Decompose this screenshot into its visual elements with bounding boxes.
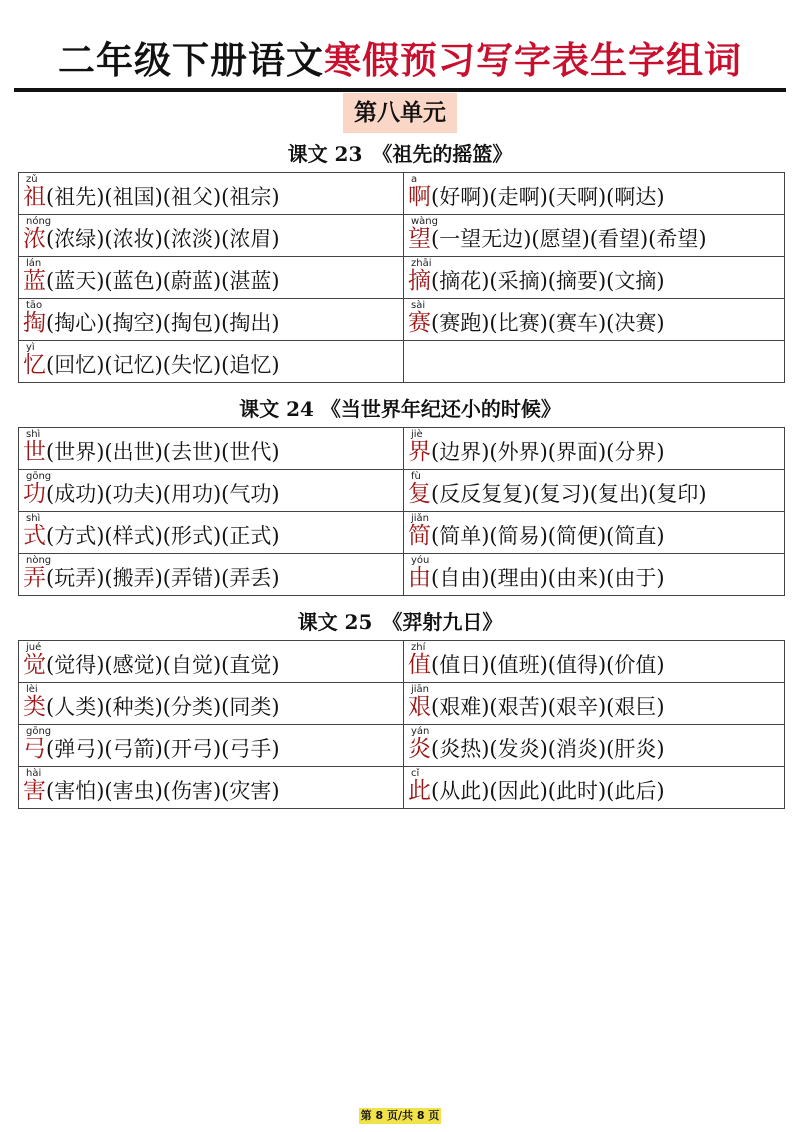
character: 复 (408, 481, 431, 507)
table-row (19, 512, 785, 554)
character: 由 (408, 565, 431, 591)
character: 类 (23, 694, 46, 720)
lesson-heading: 课文 25 《羿射九日》 (297, 610, 503, 634)
word-list: (方式)(样式)(形式)(正式) (46, 524, 280, 548)
pinyin: zhí (411, 642, 426, 653)
table-row (19, 173, 785, 215)
word-cell (19, 341, 404, 383)
word-cell (19, 641, 404, 683)
word-cell (404, 428, 785, 470)
pinyin: lán (26, 258, 42, 269)
table-row (19, 767, 785, 809)
character: 式 (23, 523, 46, 549)
character: 啊 (408, 184, 431, 210)
word-cell (19, 725, 404, 767)
word-list: (人类)(种类)(分类)(同类) (46, 695, 280, 719)
pinyin: cǐ (411, 768, 420, 779)
word-list: (玩弄)(搬弄)(弄错)(弄丢) (46, 566, 280, 590)
word-cell (404, 173, 785, 215)
character: 觉 (23, 652, 46, 678)
pinyin: jué (26, 642, 42, 653)
word-cell (19, 215, 404, 257)
table-row (19, 470, 785, 512)
pinyin: sài (411, 300, 426, 311)
table-row (19, 428, 785, 470)
word-list: (觉得)(感觉)(自觉)(直觉) (46, 653, 280, 677)
word-list: (害怕)(害虫)(伤害)(灾害) (46, 779, 280, 803)
pinyin: jiǎn (411, 513, 430, 524)
word-cell (404, 683, 785, 725)
word-table (18, 640, 785, 809)
word-list: (浓绿)(浓妆)(浓淡)(浓眉) (46, 227, 280, 251)
word-cell (404, 554, 785, 596)
table-row (19, 725, 785, 767)
empty-cell (404, 341, 785, 383)
table-row (19, 299, 785, 341)
table-row (19, 641, 785, 683)
character: 值 (408, 652, 431, 678)
pinyin: yóu (411, 555, 430, 566)
word-cell (404, 641, 785, 683)
character: 弓 (23, 736, 46, 762)
character: 功 (23, 481, 46, 507)
word-cell (404, 257, 785, 299)
pinyin: fù (411, 471, 421, 482)
character: 世 (23, 439, 46, 465)
word-list: (弹弓)(弓箭)(开弓)(弓手) (46, 737, 280, 761)
character: 忆 (23, 352, 46, 378)
pinyin: shì (26, 513, 41, 524)
word-table (18, 427, 785, 596)
word-list: (值日)(值班)(值得)(价值) (431, 653, 665, 677)
word-list: (成功)(功夫)(用功)(气功) (46, 482, 280, 506)
character: 害 (23, 778, 46, 804)
word-cell (404, 470, 785, 512)
lesson-heading: 课文 23 《祖先的摇篮》 (287, 142, 513, 166)
page-title-part1: 二年级下册语文 (58, 39, 324, 82)
word-cell (404, 215, 785, 257)
word-cell (19, 554, 404, 596)
word-cell (404, 299, 785, 341)
word-cell (404, 512, 785, 554)
character: 界 (408, 439, 431, 465)
table-row (19, 683, 785, 725)
pinyin: wàng (411, 216, 438, 227)
word-list: (回忆)(记忆)(失忆)(追忆) (46, 353, 280, 377)
pinyin: shì (26, 429, 41, 440)
pinyin: gōng (26, 726, 52, 737)
character: 望 (408, 226, 431, 252)
character: 艰 (408, 694, 431, 720)
character: 蓝 (23, 268, 46, 294)
pinyin: zǔ (26, 174, 38, 185)
table-row (19, 257, 785, 299)
page-title (0, 36, 800, 86)
word-cell (19, 767, 404, 809)
pinyin: a (411, 174, 418, 185)
word-list: (一望无边)(愿望)(看望)(希望) (431, 227, 707, 251)
pinyin: nòng (26, 555, 52, 566)
table-row (19, 341, 785, 383)
word-list: (自由)(理由)(由来)(由于) (431, 566, 665, 590)
word-cell (404, 767, 785, 809)
table-row (19, 215, 785, 257)
pinyin: lèi (26, 684, 38, 695)
word-cell (19, 470, 404, 512)
word-list: (好啊)(走啊)(天啊)(啊达) (431, 185, 665, 209)
word-cell (19, 428, 404, 470)
pinyin: gōng (26, 471, 52, 482)
word-list: (摘花)(采摘)(摘要)(文摘) (431, 269, 665, 293)
character: 祖 (23, 184, 46, 210)
character: 简 (408, 523, 431, 549)
word-cell (404, 725, 785, 767)
pinyin: zhāi (411, 258, 432, 269)
pinyin: nóng (26, 216, 52, 227)
pinyin: jiān (411, 684, 430, 695)
word-cell (19, 512, 404, 554)
word-cell (19, 257, 404, 299)
table-row (19, 554, 785, 596)
word-list: (蓝天)(蓝色)(蔚蓝)(湛蓝) (46, 269, 280, 293)
pinyin: tāo (26, 300, 43, 311)
character: 掏 (23, 310, 46, 336)
pinyin: hài (26, 768, 42, 779)
lesson-heading: 课文 24 《当世界年纪还小的时候》 (239, 397, 561, 421)
pinyin: yán (411, 726, 430, 737)
character: 弄 (23, 565, 46, 591)
word-cell (19, 683, 404, 725)
word-cell (19, 173, 404, 215)
word-list: (简单)(简易)(简便)(简直) (431, 524, 665, 548)
title-underline (14, 88, 786, 92)
word-list: (反反复复)(复习)(复出)(复印) (431, 482, 707, 506)
page-number: 第 8 页/共 8 页 (360, 1109, 440, 1122)
character: 赛 (408, 310, 431, 336)
page-title-part2: 寒假预习写字表生字组词 (324, 39, 742, 82)
unit-title: 第八单元 (343, 93, 457, 133)
pinyin: jiè (411, 429, 423, 440)
character: 摘 (408, 268, 431, 294)
character: 此 (408, 778, 431, 804)
word-list: (边界)(外界)(界面)(分界) (431, 440, 665, 464)
character: 炎 (408, 736, 431, 762)
word-list: (掏心)(掏空)(掏包)(掏出) (46, 311, 280, 335)
word-cell (19, 299, 404, 341)
character: 浓 (23, 226, 46, 252)
word-list: (赛跑)(比赛)(赛车)(决赛) (431, 311, 665, 335)
word-table (18, 172, 785, 383)
word-list: (炎热)(发炎)(消炎)(肝炎) (431, 737, 665, 761)
word-list: (从此)(因此)(此时)(此后) (431, 779, 665, 803)
pinyin: yì (26, 342, 35, 353)
word-list: (世界)(出世)(去世)(世代) (46, 440, 280, 464)
word-list: (艰难)(艰苦)(艰辛)(艰巨) (431, 695, 665, 719)
word-list: (祖先)(祖国)(祖父)(祖宗) (46, 185, 280, 209)
